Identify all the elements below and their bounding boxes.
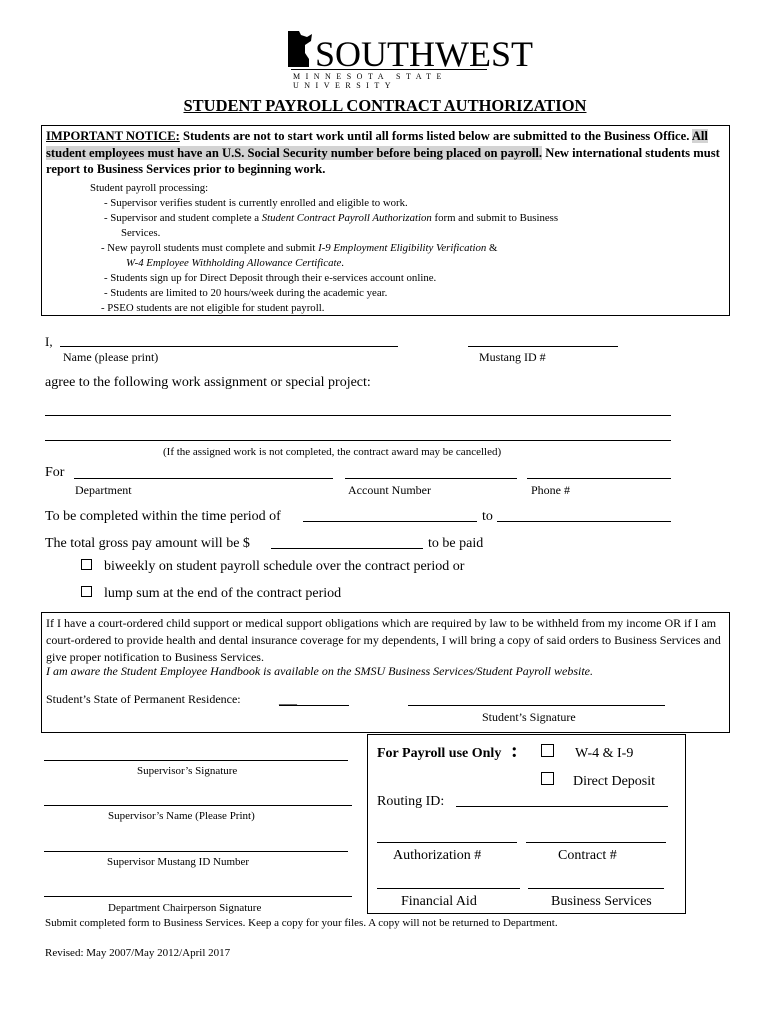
supervisor-id-caption: Supervisor Mustang ID Number: [107, 856, 250, 868]
notice-highlight: All student employees must have an U.S. Social Security number before being placed on payroll.: [46, 129, 708, 160]
residence-field[interactable]: [279, 705, 349, 706]
court-order-text: If I have a court-ordered child support or medical support obligations which are required by law to be withheld from my income OR if I am court-ordered to provide health and dental insurance coverage for my dependents, I will bring a copy of said orders to Business Services and give proper notification to Business Services.: [46, 616, 721, 664]
account-number-field[interactable]: [345, 478, 517, 479]
processing-item-1: - Supervisor verifies student is currently enrolled and eligible to work.: [104, 197, 408, 209]
submit-instructions: Submit completed form to Business Services. Keep a copy for your files. A copy will not be returned to Department.: [45, 917, 558, 929]
financial-aid-field[interactable]: [377, 888, 520, 889]
contract-label: Contract #: [558, 848, 617, 863]
authorization-field[interactable]: [377, 842, 517, 843]
supervisor-signature-field[interactable]: [44, 760, 348, 761]
supervisor-id-field[interactable]: [44, 851, 348, 852]
w4-i9-label: W-4 & I-9: [575, 746, 634, 761]
biweekly-checkbox[interactable]: [81, 559, 92, 570]
agree-text: agree to the following work assignment or special project:: [45, 375, 371, 390]
payroll-heading: For Payroll use Only: [377, 746, 502, 761]
processing-item-5: - Students are limited to 20 hours/week during the academic year.: [104, 287, 388, 299]
routing-id-field[interactable]: [456, 806, 668, 807]
residence-label: Student’s State of Permanent Residence:: [46, 692, 241, 706]
biweekly-option: biweekly on student payroll schedule over the contract period or: [104, 559, 465, 574]
direct-deposit-checkbox[interactable]: [541, 772, 554, 785]
logo-divider: [291, 69, 487, 70]
residence-value: ___: [279, 692, 297, 706]
authorization-label: Authorization #: [393, 848, 482, 863]
w4-i9-checkbox[interactable]: [541, 744, 554, 757]
gross-paid-text: to be paid: [428, 536, 484, 551]
minnesota-state-shape-icon: [285, 29, 315, 69]
period-start-field[interactable]: [303, 521, 477, 522]
business-services-field[interactable]: [528, 888, 664, 889]
lump-sum-option: lump sum at the end of the contract period: [104, 586, 342, 601]
routing-label: Routing ID:: [377, 794, 445, 809]
gross-amount-field[interactable]: [271, 548, 423, 549]
chair-signature-field[interactable]: [44, 896, 352, 897]
page-title: STUDENT PAYROLL CONTRACT AUTHORIZATION: [183, 96, 587, 115]
university-logo: [285, 25, 533, 90]
direct-deposit-label: Direct Deposit: [573, 774, 656, 789]
supervisor-signature-caption: Supervisor’s Signature: [137, 765, 238, 777]
important-notice: [46, 128, 726, 178]
work-assignment-line-2[interactable]: [45, 440, 671, 441]
processing-item-2: - Supervisor and student complete a Student Contract Payroll Authorization form and submit to Business: [104, 212, 559, 224]
work-assignment-line-1[interactable]: [45, 415, 671, 416]
period-to: to: [482, 509, 493, 524]
name-field[interactable]: [60, 346, 398, 347]
contract-field[interactable]: [526, 842, 666, 843]
notice-lead: IMPORTANT NOTICE:: [46, 129, 180, 143]
supervisor-name-caption: Supervisor’s Name (Please Print): [108, 810, 255, 822]
notice-text-2: New international students must report to Business Services prior to beginning work.: [46, 145, 720, 176]
mustang-id-caption: Mustang ID #: [479, 350, 546, 364]
notice-text-1: Students are not to start work until all forms listed below are submitted to the Business Office.: [179, 129, 692, 143]
financial-aid-label: Financial Aid: [401, 894, 477, 909]
gross-text: The total gross pay amount will be $: [45, 536, 250, 551]
chair-signature-caption: Department Chairperson Signature: [108, 902, 262, 914]
processing-item-2-cont: Services.: [121, 227, 161, 239]
student-signature-caption: Student’s Signature: [482, 710, 576, 724]
for-label: For: [45, 465, 65, 480]
logo-subtitle: MINNESOTA STATE UNIVERSITY: [293, 72, 447, 90]
processing-item-3: - New payroll students must complete and submit I-9 Employment Eligibility Verification &: [101, 242, 498, 254]
i-label: I,: [45, 334, 53, 349]
lump-sum-checkbox[interactable]: [81, 586, 92, 597]
handbook-notice: I am aware the Student Employee Handbook is available on the SMSU Business Services/Student Payroll website.: [46, 664, 594, 678]
supervisor-name-field[interactable]: [44, 805, 352, 806]
department-caption: Department: [75, 483, 132, 497]
cancel-note: (If the assigned work is not completed, the contract award may be cancelled): [163, 446, 502, 458]
phone-caption: Phone #: [531, 483, 570, 497]
phone-field[interactable]: [527, 478, 671, 479]
processing-item-6: - PSEO students are not eligible for student payroll.: [101, 302, 325, 314]
student-signature-field[interactable]: [408, 705, 665, 706]
period-text: To be completed within the time period of: [45, 509, 281, 524]
processing-item-3-cont: W-4 Employee Withholding Allowance Certificate.: [126, 257, 344, 269]
department-field[interactable]: [74, 478, 333, 479]
name-caption: Name (please print): [63, 350, 159, 364]
payroll-heading-colon: :: [511, 740, 518, 762]
period-end-field[interactable]: [497, 521, 671, 522]
revision-date: Revised: May 2007/May 2012/April 2017: [45, 947, 231, 959]
mustang-id-field[interactable]: [468, 346, 618, 347]
processing-heading: Student payroll processing:: [90, 182, 209, 194]
logo-wordmark: SOUTHWEST: [315, 34, 533, 74]
account-number-caption: Account Number: [348, 483, 431, 497]
processing-item-4: - Students sign up for Direct Deposit through their e-services account online.: [104, 272, 437, 284]
business-services-label: Business Services: [551, 894, 652, 909]
